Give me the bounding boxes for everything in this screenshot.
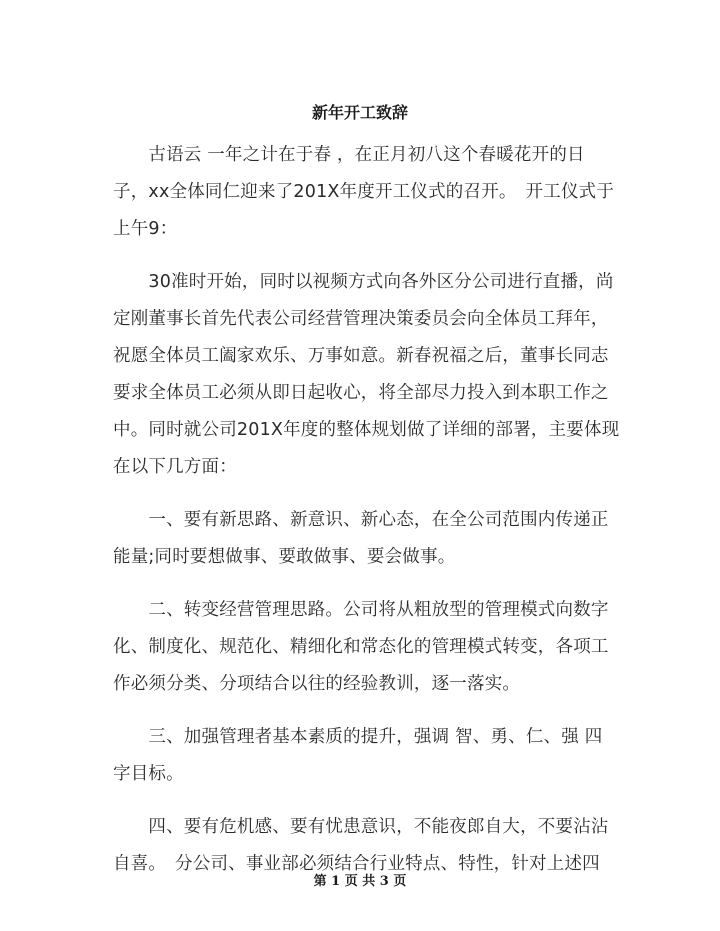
paragraph-gap: [113, 703, 608, 719]
text-line: 古语云 一年之计在于春 ，在正月初八这个春暖花开的日: [113, 145, 585, 165]
paragraph-gap: [113, 486, 608, 502]
text-line: 在以下几方面：: [113, 457, 237, 477]
text-line: 中。同时就公司201X年度的整体规划做了详细的部署，主要体现: [113, 420, 620, 440]
paragraph-1: [113, 137, 615, 248]
paragraph-3: [113, 502, 608, 576]
document-title: 新年开工致辞: [311, 103, 408, 122]
page-number-footer: 第 1 页 共 3 页: [313, 874, 407, 889]
text-line: 化、制度化、规范化、精细化和常态化的管理模式转变，各项工: [113, 637, 609, 657]
text-line: 四、要有危机感、要有忧患意识，不能夜郎自大，不要沾沾: [113, 817, 609, 837]
paragraph-4: [113, 592, 608, 703]
text-line: 上午9：: [113, 219, 178, 239]
text-line: 一、要有新思路、新意识、新心态，在全公司范围内传递正: [113, 510, 609, 530]
paragraph-gap: [113, 793, 608, 809]
document-body: [113, 137, 620, 883]
text-line: 要求全体员工必须从即日起收心，将全部尽力投入到本职工作之: [113, 383, 609, 403]
text-line: 自喜。 分公司、事业部必须结合行业特点、特性，针对上述四: [113, 854, 600, 874]
text-line: 30准时开始，同时以视频方式向各外区分公司进行直播，尚: [113, 272, 614, 292]
text-line: 子，xx全体同仁迎来了201X年度开工仪式的召开。 开工仪式于: [113, 182, 615, 202]
text-line: 作必须分类、分项结合以往的经验教训，逐一落实。: [113, 674, 521, 694]
paragraph-gap: [113, 248, 608, 264]
text-line: 字目标。: [113, 764, 184, 784]
paragraph-2: [113, 264, 620, 486]
text-line: 定刚董事长首先代表公司经营管理决策委员会向全体员工拜年，: [113, 309, 609, 329]
paragraph-5: [113, 719, 608, 793]
text-line: 三、加强管理者基本素质的提升，强调 智、勇、仁、强 四: [113, 727, 603, 747]
paragraph-gap: [113, 576, 608, 592]
text-line: 能量;同时要想做事、要敢做事、要会做事。: [113, 547, 456, 567]
text-line: 祝愿全体员工阖家欢乐、万事如意。新春祝福之后，董事长同志: [113, 346, 609, 366]
text-line: 二、转变经营管理思路。公司将从粗放型的管理模式向数字: [113, 600, 609, 620]
